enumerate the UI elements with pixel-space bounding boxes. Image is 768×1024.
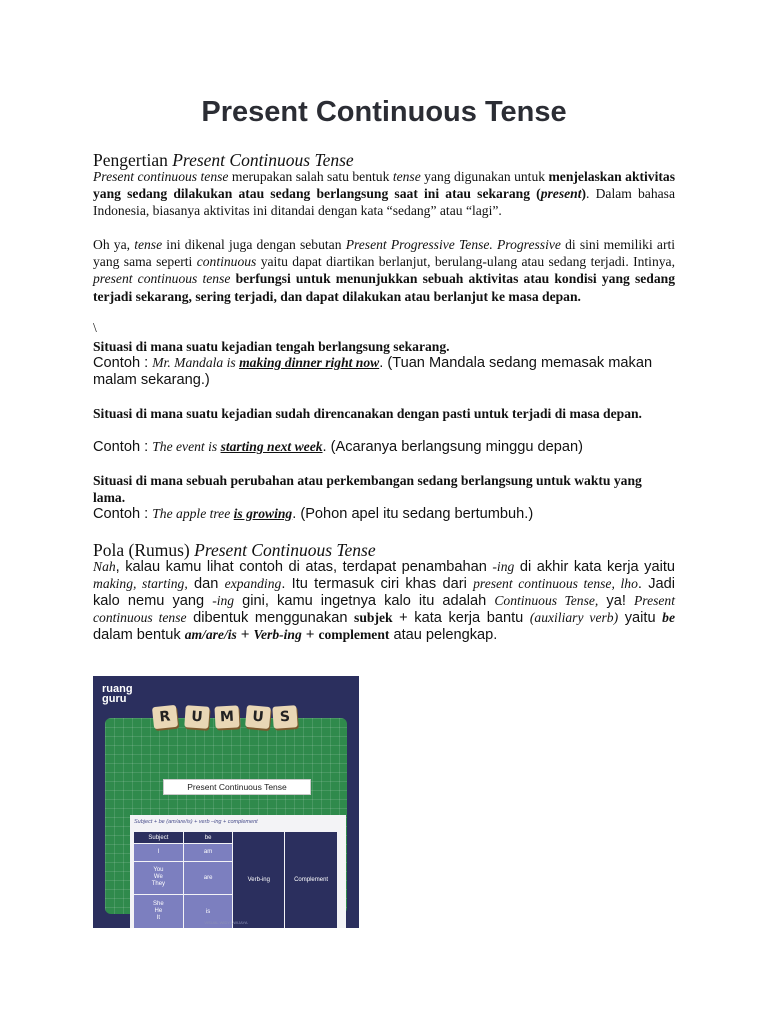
table-verb-ing: Verb-ing bbox=[233, 832, 285, 929]
text-run: yaitu dapat diartikan berlanjut, berulang-ulang atau sedang terjadi. Intinya, bbox=[256, 254, 675, 270]
text-run: ) bbox=[581, 186, 587, 202]
text-run: complement bbox=[318, 626, 390, 642]
text-run: ini dikenal juga dengan sebutan bbox=[162, 237, 346, 252]
text-run: + bbox=[236, 626, 254, 643]
text-run: merupakan salah satu bentuk bbox=[228, 169, 393, 184]
text-run: Present continuous tense bbox=[93, 169, 229, 184]
table-cell-be: is bbox=[183, 895, 233, 928]
example-pre: Mr. Mandala is bbox=[152, 355, 240, 370]
letter-tile: U bbox=[245, 705, 271, 729]
heading-plain: Pola (Rumus) bbox=[93, 540, 195, 560]
table-cell-be: are bbox=[183, 861, 233, 895]
table-complement: Complement bbox=[285, 832, 338, 929]
situation-example-1 bbox=[93, 354, 675, 389]
example-key: starting next week bbox=[220, 439, 323, 454]
example-pre: The event is bbox=[152, 439, 221, 454]
situation-example-2 bbox=[93, 438, 675, 456]
section-heading-pengertian bbox=[93, 150, 675, 170]
letter-tile: U bbox=[184, 705, 209, 729]
text-run: yaitu bbox=[618, 609, 663, 626]
table-head-subject: Subject bbox=[134, 832, 184, 844]
formula-paper bbox=[130, 815, 346, 928]
table-cell-subject: I bbox=[134, 844, 184, 861]
text-run: making, starting, bbox=[93, 575, 188, 591]
example-label: Contoh : bbox=[93, 439, 153, 455]
text-run: + bbox=[301, 626, 319, 643]
text-run: dan bbox=[187, 575, 225, 592]
text-run: Nah bbox=[93, 559, 116, 574]
table-head-be: be bbox=[183, 832, 233, 844]
text-run: . Jadi kalo nemu yang bbox=[93, 575, 675, 609]
text-run: Oh ya, bbox=[93, 237, 135, 252]
text-run: berfungsi untuk menunjukkan sebuah aktivitas atau kondisi yang sedang terjadi sekarang, sering terjadi, dan dapat dilakukan atau berlanjut ke masa depan. bbox=[93, 271, 675, 304]
text-run: -ing bbox=[492, 559, 515, 574]
example-translation: . (Pohon apel itu sedang bertumbuh.) bbox=[292, 506, 534, 522]
text-run: ya! bbox=[598, 592, 634, 609]
stray-backslash: \ bbox=[93, 320, 97, 335]
example-pre: The apple tree bbox=[152, 506, 234, 521]
heading-plain: Pengertian bbox=[93, 150, 173, 170]
situation-heading-2: Situasi di mana suatu kejadian sudah direncanakan dengan pasti untuk terjadi di masa depan. bbox=[93, 406, 642, 421]
example-label: Contoh : bbox=[93, 506, 153, 522]
paragraph-pola bbox=[93, 559, 675, 644]
text-run: Present Progressive Tense. Progressive bbox=[345, 237, 561, 252]
letter-tile: S bbox=[272, 705, 297, 729]
example-label: Contoh : bbox=[93, 355, 153, 371]
text-run: dibentuk menggunakan bbox=[186, 609, 355, 626]
text-run: yang digunakan untuk bbox=[420, 169, 549, 184]
text-run: present bbox=[540, 186, 582, 202]
paragraph-progressive bbox=[93, 236, 675, 305]
table-cell-subject: You We They bbox=[134, 861, 184, 895]
text-run: continuous bbox=[196, 254, 257, 270]
text-run: present continuous tense bbox=[93, 271, 231, 287]
letter-tile: R bbox=[152, 705, 178, 729]
table-cell-subject: She He It bbox=[134, 895, 184, 928]
situation-example-3 bbox=[93, 505, 675, 523]
text-run: -ing bbox=[212, 592, 235, 608]
logo-line-2: guru bbox=[102, 693, 127, 705]
ruangguru-logo bbox=[102, 684, 133, 704]
text-run: subjek bbox=[354, 609, 393, 625]
text-run: dalam bentuk bbox=[93, 626, 185, 643]
paragraph-definition bbox=[93, 168, 675, 220]
green-board bbox=[105, 718, 347, 922]
infographic-watermark: VISUAL WIDYA WIJAYA bbox=[204, 920, 248, 925]
example-translation: . (Tuan Mandala sedang memasak makan malam sekarang.) bbox=[93, 355, 653, 388]
text-run: be bbox=[662, 609, 676, 625]
text-run: . Itu termasuk ciri khas dari bbox=[281, 575, 474, 592]
text-run: Present continuous tense bbox=[93, 592, 676, 625]
formula-text: Subject + be (am/are/is) + verb –ing + complement bbox=[134, 819, 258, 825]
text-run: menjelaskan aktivitas yang sedang dilakukan atau sedang berlangsung saat ini atau sekarang ( bbox=[93, 169, 675, 202]
text-run: (auxiliary verb) bbox=[529, 609, 619, 625]
text-run: tense bbox=[134, 237, 163, 252]
example-translation: . (Acaranya berlangsung minggu depan) bbox=[322, 439, 583, 455]
logo-line-1: ruang bbox=[102, 683, 133, 695]
text-run: am/are/is bbox=[184, 626, 237, 642]
heading-italic: Present Continuous Tense bbox=[172, 150, 354, 170]
formula-table bbox=[133, 831, 338, 928]
text-run: di sini memiliki arti yang sama seperti bbox=[93, 237, 676, 270]
example-key: making dinner right now bbox=[239, 355, 380, 370]
text-run: present continuous tense, lho bbox=[473, 575, 638, 591]
situation-heading-3: Situasi di mana sebuah perubahan atau perkembangan sedang berlangsung untuk waktu yang lama. bbox=[93, 473, 642, 505]
heading-italic: Present Continuous Tense bbox=[194, 540, 376, 560]
section-heading-pola bbox=[93, 540, 675, 560]
rumus-infographic bbox=[93, 676, 359, 928]
text-run: gini, kamu ingetnya kalo itu adalah bbox=[234, 592, 495, 609]
tense-tag: Present Continuous Tense bbox=[163, 779, 311, 795]
example-key: is growing bbox=[233, 506, 293, 521]
text-run: . Dalam bahasa Indonesia, biasanya aktivitas ini ditandai dengan kata “sedang” atau “lagi”. bbox=[93, 186, 675, 219]
text-run: di akhir kata kerja yaitu bbox=[514, 559, 675, 575]
table-cell-be: am bbox=[183, 844, 233, 861]
text-run: + kata kerja bantu bbox=[392, 609, 530, 626]
text-run: tense bbox=[392, 169, 421, 184]
text-run: , kalau kamu lihat contoh di atas, terdapat penambahan bbox=[115, 559, 493, 575]
situation-heading-1: Situasi di mana suatu kejadian tengah berlangsung sekarang. bbox=[93, 339, 450, 354]
letter-tile: M bbox=[214, 705, 239, 728]
text-run: expanding bbox=[224, 575, 282, 591]
page-title: Present Continuous Tense bbox=[201, 96, 567, 128]
text-run: Verb-ing bbox=[253, 626, 302, 642]
text-run: atau pelengkap. bbox=[389, 626, 498, 643]
text-run: Continuous Tense, bbox=[494, 592, 599, 608]
